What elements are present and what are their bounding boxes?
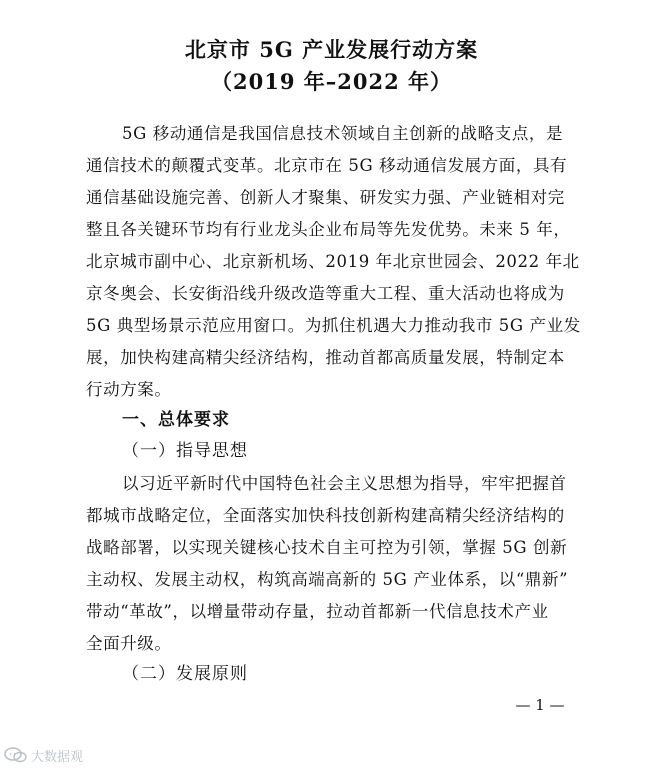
document-subtitle: （2019 年–2022 年） <box>210 69 453 94</box>
section-heading: 一、总体要求 <box>122 410 230 430</box>
intro-line: 通信基础设施完善、创新人才聚集、研发实力强、产业链相对完 <box>86 188 565 207</box>
intro-line: 5G 移动通信是我国信息技术领域自主创新的战略支点，是 <box>122 124 564 143</box>
intro-line: 5G 典型场景示范应用窗口。为抓住机遇大力推动我市 5G 产业发 <box>86 316 581 335</box>
intro-line: 京冬奥会、长安街沿线升级改造等重大工程、重大活动也将成为 <box>86 284 565 303</box>
watermark-text: 大数据观 <box>31 749 84 765</box>
watermark <box>4 744 83 766</box>
chat-bubble-icon <box>4 746 28 764</box>
guiding-line: 主动权、发展主动权，构筑高端高新的 5G 产业体系，以“鼎新” <box>86 570 569 589</box>
intro-line: 通信技术的颠覆式变革。北京市在 5G 移动通信发展方面，具有 <box>86 156 568 175</box>
guiding-line: 都城市战略定位，全面落实加快科技创新构建高精尖经济结构的 <box>86 506 565 525</box>
guiding-line: 以习近平新时代中国特色社会主义思想为指导，牢牢把握首 <box>122 474 567 493</box>
intro-line: 北京城市副中心、北京新机场、2019 年北京世园会、2022 年北 <box>86 252 580 271</box>
document-title: 北京市 5G 产业发展行动方案 <box>184 37 479 62</box>
page-number: — 1 — <box>515 696 565 714</box>
subsection-heading: （一）指导思想 <box>122 441 248 461</box>
intro-line: 展，加快构建高精尖经济结构，推动首都高质量发展，特制定本 <box>86 348 565 367</box>
subsection-heading: （二）发展原则 <box>122 664 248 684</box>
guiding-line: 战略部署，以实现关键核心技术自主可控为引领，掌握 5G 创新 <box>86 538 568 557</box>
guiding-line: 全面升级。 <box>86 634 172 653</box>
guiding-line: 带动“革故”，以增量带动存量，拉动首都新一代信息技术产业 <box>86 602 549 621</box>
intro-line: 整且各关键环节均有行业龙头企业布局等先发优势。未来 5 年， <box>86 220 571 239</box>
intro-line: 行动方案。 <box>86 380 172 399</box>
